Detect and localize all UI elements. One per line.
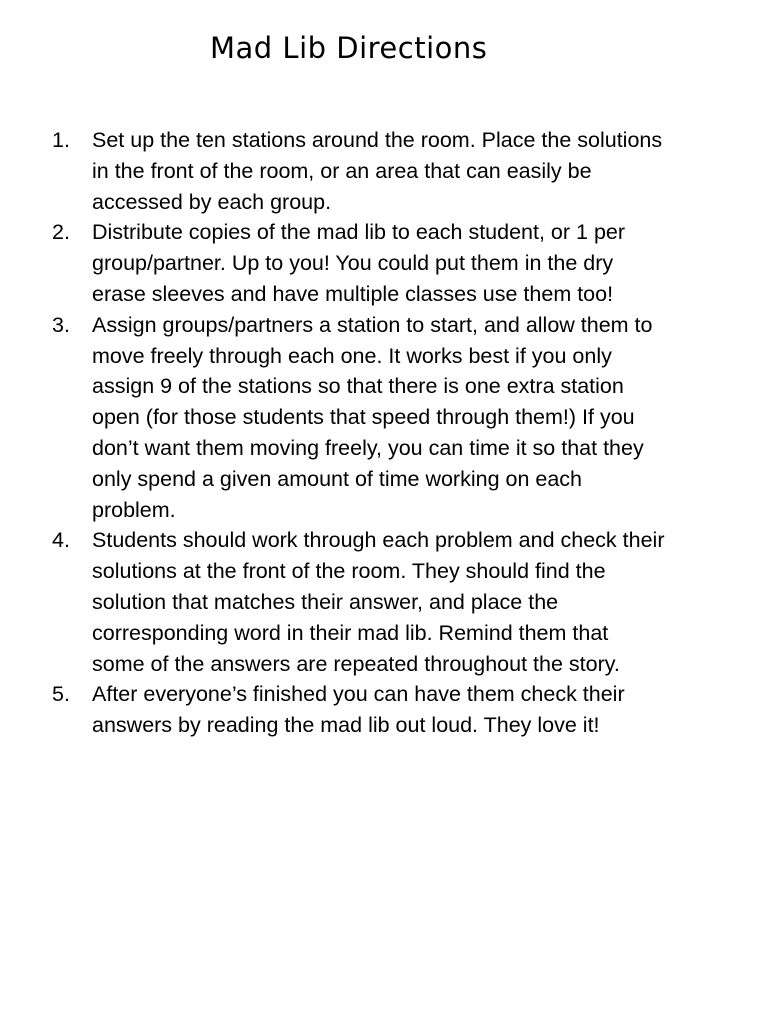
list-item [52,125,732,217]
list-item [52,525,732,679]
step-number: 1. [52,128,70,152]
directions-list [52,125,732,741]
list-item [52,310,732,526]
step-text: Students should work through each problem and check their solutions at the front of the room. They should find the solution that matches their answer, and place the corresponding word in their mad lib. Remind them that some of the answers are repeated throughout the story. [92,528,665,676]
step-number: 3. [52,312,70,337]
step-number: 4. [52,528,70,553]
step-number: 2. [52,220,70,245]
step-number: 5. [52,682,70,707]
list-item [52,679,732,741]
step-text: Assign groups/partners a station to start, and allow them to move freely through each one. It works best if you only assign 9 of the stations so that there is one extra station open (for those students that speed through them!) If you don’t want them moving freely, you can time it so that they only spend a given amount of time working on each problem. [92,312,653,522]
step-text: After everyone’s finished you can have them check their answers by reading the mad lib out loud. They love it! [92,682,625,738]
step-text: Set up the ten stations around the room. Place the solutions in the front of the room, or an area that can easily be accessed by each group. [92,128,663,214]
page-title: Mad Lib Directions [210,31,488,65]
step-text: Distribute copies of the mad lib to each student, or 1 per group/partner. Up to you! You could put them in the dry erase sleeves and have multiple classes use them too! [92,220,626,306]
list-item [52,217,732,309]
